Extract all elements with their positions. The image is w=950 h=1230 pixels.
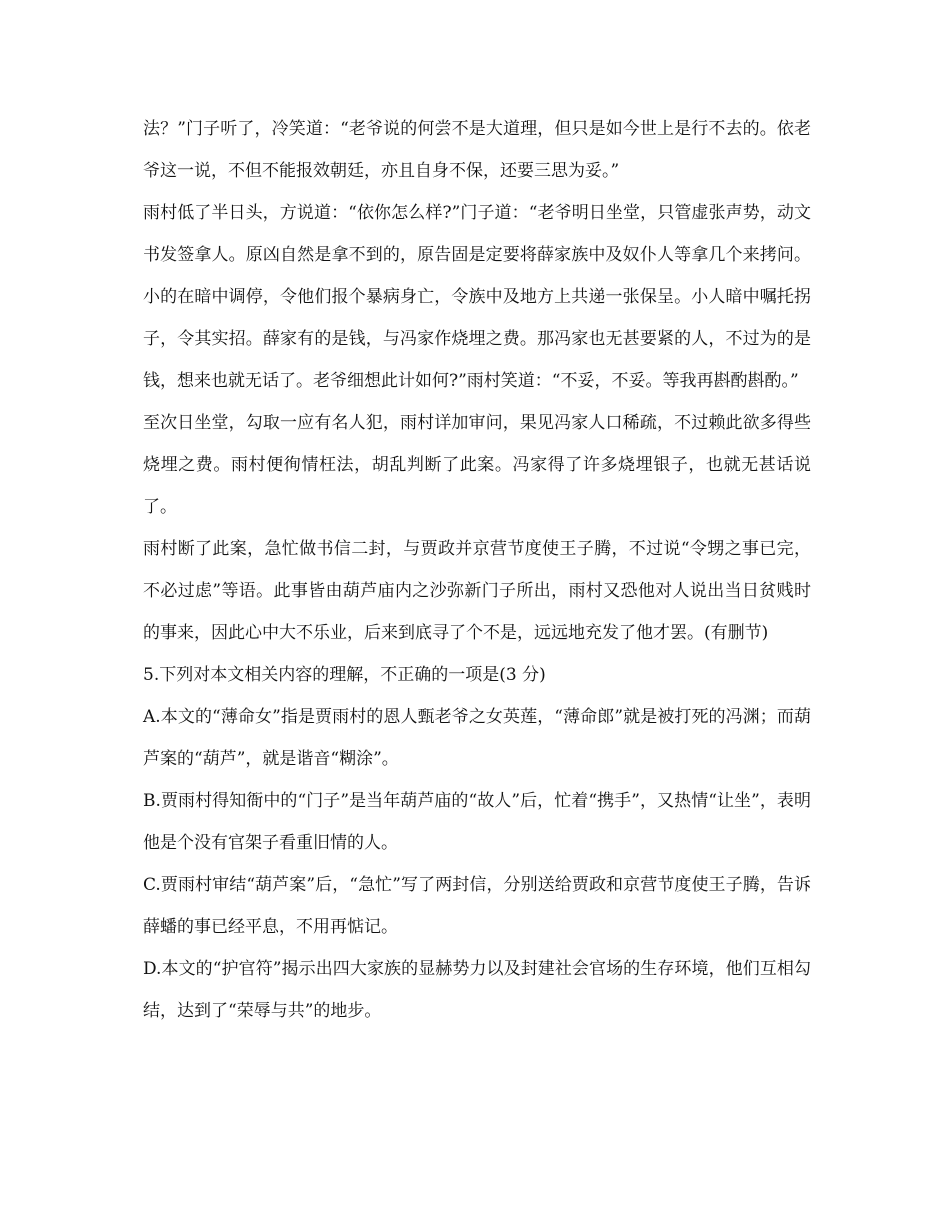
question-option-d: D.本文的“护官符”揭示出四大家族的显赫势力以及封建社会官场的生存环境，他们互相勾结，达到了“荣辱与共”的地步。	[143, 959, 811, 1021]
paragraph-court-session: 至次日坐堂，勾取一应有名人犯，雨村详加审问，果见冯家人口稀疏，不过赖此欲多得些烧埋之费。雨村便徇情枉法，胡乱判断了此案。冯家得了许多烧埋银子，也就无甚话说了。	[143, 413, 811, 517]
question-option-c: C.贾雨村审结“葫芦案”后，“急忙”写了两封信，分别送给贾政和京营节度使王子腾，告诉薛蟠的事已经平息，不用再惦记。	[143, 875, 811, 937]
document-body	[143, 108, 811, 1032]
question-stem: 5.下列对本文相关内容的理解，不正确的一项是(3 分)	[143, 665, 546, 685]
question-option-a: A.本文的“薄命女”指是贾雨村的恩人甄老爷之女英莲，“薄命郎”就是被打死的冯渊；而葫芦案的“葫芦”，就是谐音“糊涂”。	[143, 707, 811, 769]
question-option-b: B.贾雨村得知衙中的“门子”是当年葫芦庙的“故人”后，忙着“携手”，又热情“让坐”，表明他是个没有官架子看重旧情的人。	[143, 791, 811, 853]
paragraph-dialogue-end: 法？”门子听了，冷笑道：“老爷说的何尝不是大道理，但只是如今世上是行不去的。依老爷这一说，不但不能报效朝廷，亦且自身不保，还要三思为妥。”	[143, 119, 811, 181]
paragraph-case-closed: 雨村断了此案，急忙做书信二封，与贾政并京营节度使王子腾，不过说“令甥之事已完，不必过虑”等语。此事皆由葫芦庙内之沙弥新门子所出，雨村又恐他对人说出当日贫贱时的事来，因此心中大不乐业，后来到底寻了个不是，远远地充发了他才罢。(有删节)	[143, 539, 811, 643]
paragraph-menzi-plan: 雨村低了半日头，方说道：“依你怎么样?”门子道：“老爷明日坐堂，只管虚张声势，动文书发签拿人。原凶自然是拿不到的，原告固是定要将薛家族中及奴仆人等拿几个来拷问。小的在暗中调停，令他们报个暴病身亡，令族中及地方上共递一张保呈。小人暗中嘱托拐子，令其实招。薛家有的是钱，与冯家作烧埋之费。那冯家也无甚要紧的人，不过为的是钱，想来也就无话了。老爷细想此计如何?”雨村笑道：“不妥，不妥。等我再斟酌斟酌。”	[143, 203, 811, 391]
